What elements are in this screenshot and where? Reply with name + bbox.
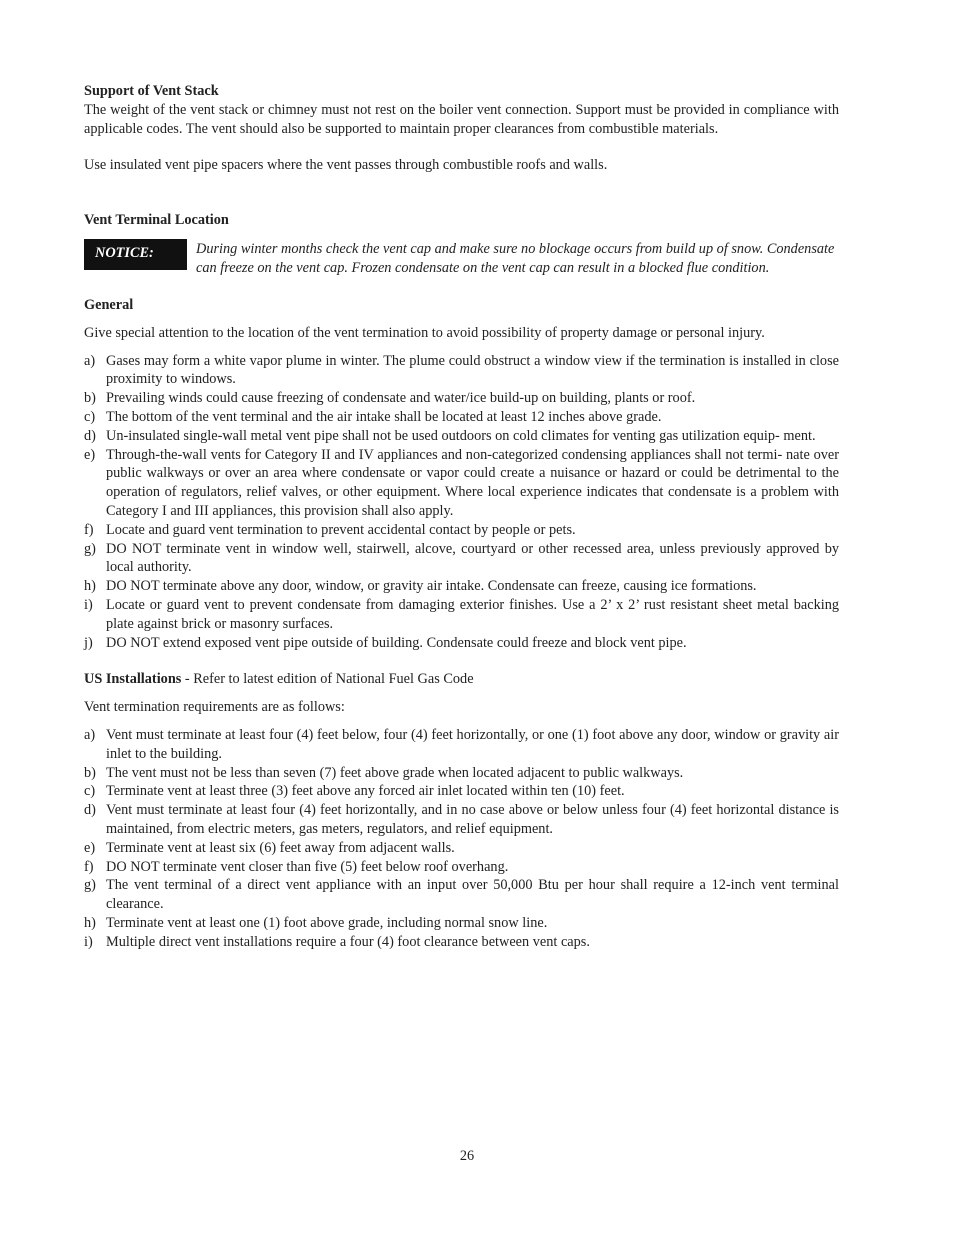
list-item [84, 726, 839, 764]
list-item-text: Terminate vent at least six (6) feet away from adjacent walls. [106, 839, 455, 856]
list-marker: f) [84, 521, 94, 538]
list-marker: a) [84, 352, 96, 369]
list-item-text: Locate and guard vent termination to prevent accidental contact by people or pets. [106, 521, 576, 538]
us-intro: Vent termination requirements are as follows: [84, 699, 345, 716]
list-item-text: Vent must terminate at least four (4) feet below, four (4) feet horizontally, or one (1) foot above any door, window or gravity air inlet to the building. [106, 726, 839, 762]
notice-text: During winter months check the vent cap and make sure no blockage occurs from build up of snow. Condensate can freeze on the vent cap. Frozen condensate on the vent cap can result in a blocked flue condition. [196, 240, 835, 276]
list-item [84, 634, 839, 653]
list-item [84, 577, 839, 596]
page-number: 26 [459, 1148, 475, 1164]
support-paragraph: The weight of the vent stack or chimney must not rest on the boiler vent connection. Support must be provided in compliance with applicable codes. The vent should also be supported to maintain proper clearances from combustible materials. [84, 101, 839, 137]
general-heading: General [84, 296, 134, 313]
list-marker: f) [84, 858, 94, 875]
list-item [84, 408, 839, 427]
list-item-text: The bottom of the vent terminal and the air intake shall be located at least 12 inches above grade. [106, 408, 662, 425]
list-item [84, 764, 839, 783]
list-item-text: Multiple direct vent installations require a four (4) foot clearance between vent caps. [106, 933, 590, 950]
us-heading: US Installations [84, 671, 182, 688]
list-marker: i) [84, 596, 93, 613]
list-marker: d) [84, 427, 96, 444]
list-item-text: Un-insulated single-wall metal vent pipe shall not be used outdoors on cold climates for venting gas utilization equip- ment. [106, 427, 816, 444]
list-item [84, 914, 839, 933]
us-installations-line [84, 670, 839, 689]
notice-label: NOTICE: [84, 239, 187, 270]
list-marker: i) [84, 933, 93, 950]
list-item [84, 427, 839, 446]
list-marker: h) [84, 578, 96, 595]
list-item [84, 352, 839, 390]
spacers-paragraph: Use insulated vent pipe spacers where the vent passes through combustible roofs and walls. [84, 157, 608, 174]
list-marker: a) [84, 726, 96, 743]
list-item [84, 521, 839, 540]
list-marker: b) [84, 764, 96, 781]
general-list [84, 352, 839, 653]
terminal-heading: Vent Terminal Location [84, 212, 229, 229]
us-list [84, 726, 839, 952]
list-item-text: DO NOT terminate above any door, window, or gravity air intake. Condensate can freeze, causing ice formations. [106, 578, 757, 595]
list-item [84, 540, 839, 578]
list-marker: h) [84, 914, 96, 931]
list-item [84, 839, 839, 858]
list-item-text: DO NOT terminate vent closer than five (5) feet below roof overhang. [106, 858, 509, 875]
list-item [84, 801, 839, 839]
list-item [84, 389, 839, 408]
list-item-text: Terminate vent at least one (1) foot above grade, including normal snow line. [106, 914, 548, 931]
support-heading: Support of Vent Stack [84, 83, 219, 99]
list-item [84, 876, 839, 914]
list-marker: d) [84, 802, 96, 819]
list-item [84, 596, 839, 634]
list-item-text: Terminate vent at least three (3) feet above any forced air inlet located within ten (10) feet. [106, 783, 625, 800]
list-marker: g) [84, 540, 96, 557]
general-intro: Give special attention to the location of the vent termination to avoid possibility of property damage or personal injury. [84, 324, 765, 341]
list-item-text: Through-the-wall vents for Category II and IV appliances and non-categorized condensing appliances shall not termi- nate over public walkways or over an area where condensate or vapor could create a nuisance or hazard or could be detrimental to the operation of regulators, relief valves, or other equipment. Where local experience indicates that condensate is a problem with Category I and III appliances, this provision shall also apply. [106, 446, 839, 519]
notice-block [84, 239, 839, 278]
list-marker: c) [84, 783, 96, 800]
document-body [84, 82, 839, 951]
list-item [84, 858, 839, 877]
list-item-text: DO NOT terminate vent in window well, stairwell, alcove, courtyard or other recessed area, unless previously approved by local authority. [106, 540, 839, 576]
list-item-text: Vent must terminate at least four (4) feet horizontally, and in no case above or below unless four (4) feet horizontal distance is maintained, from electric meters, gas meters, regulators, and relief equipment. [106, 802, 839, 837]
list-marker: c) [84, 408, 96, 425]
list-item-text: DO NOT extend exposed vent pipe outside of building. Condensate could freeze and block vent pipe. [106, 634, 687, 651]
us-heading-suffix: - Refer to latest edition of National Fuel Gas Code [181, 671, 474, 688]
list-item-text: Locate or guard vent to prevent condensate from damaging exterior finishes. Use a 2’ x 2’ rust resistant sheet metal backing plate against brick or masonry surfaces. [106, 596, 839, 632]
list-marker: e) [84, 839, 96, 856]
list-marker: j) [84, 634, 93, 651]
list-item-text: The vent terminal of a direct vent appliance with an input over 50,000 Btu per hour shall require a 12-inch vent terminal clearance. [106, 877, 839, 913]
list-item-text: Gases may form a white vapor plume in winter. The plume could obstruct a window view if the termination is installed in close proximity to windows. [106, 352, 839, 388]
list-item [84, 446, 839, 521]
list-item [84, 782, 839, 801]
list-marker: e) [84, 446, 96, 463]
list-item [84, 933, 839, 952]
list-item-text: Prevailing winds could cause freezing of condensate and water/ice build-up on building, plants or roof. [106, 390, 696, 407]
list-item-text: The vent must not be less than seven (7) feet above grade when located adjacent to public walkways. [106, 764, 684, 781]
list-marker: g) [84, 877, 96, 894]
list-marker: b) [84, 390, 96, 407]
